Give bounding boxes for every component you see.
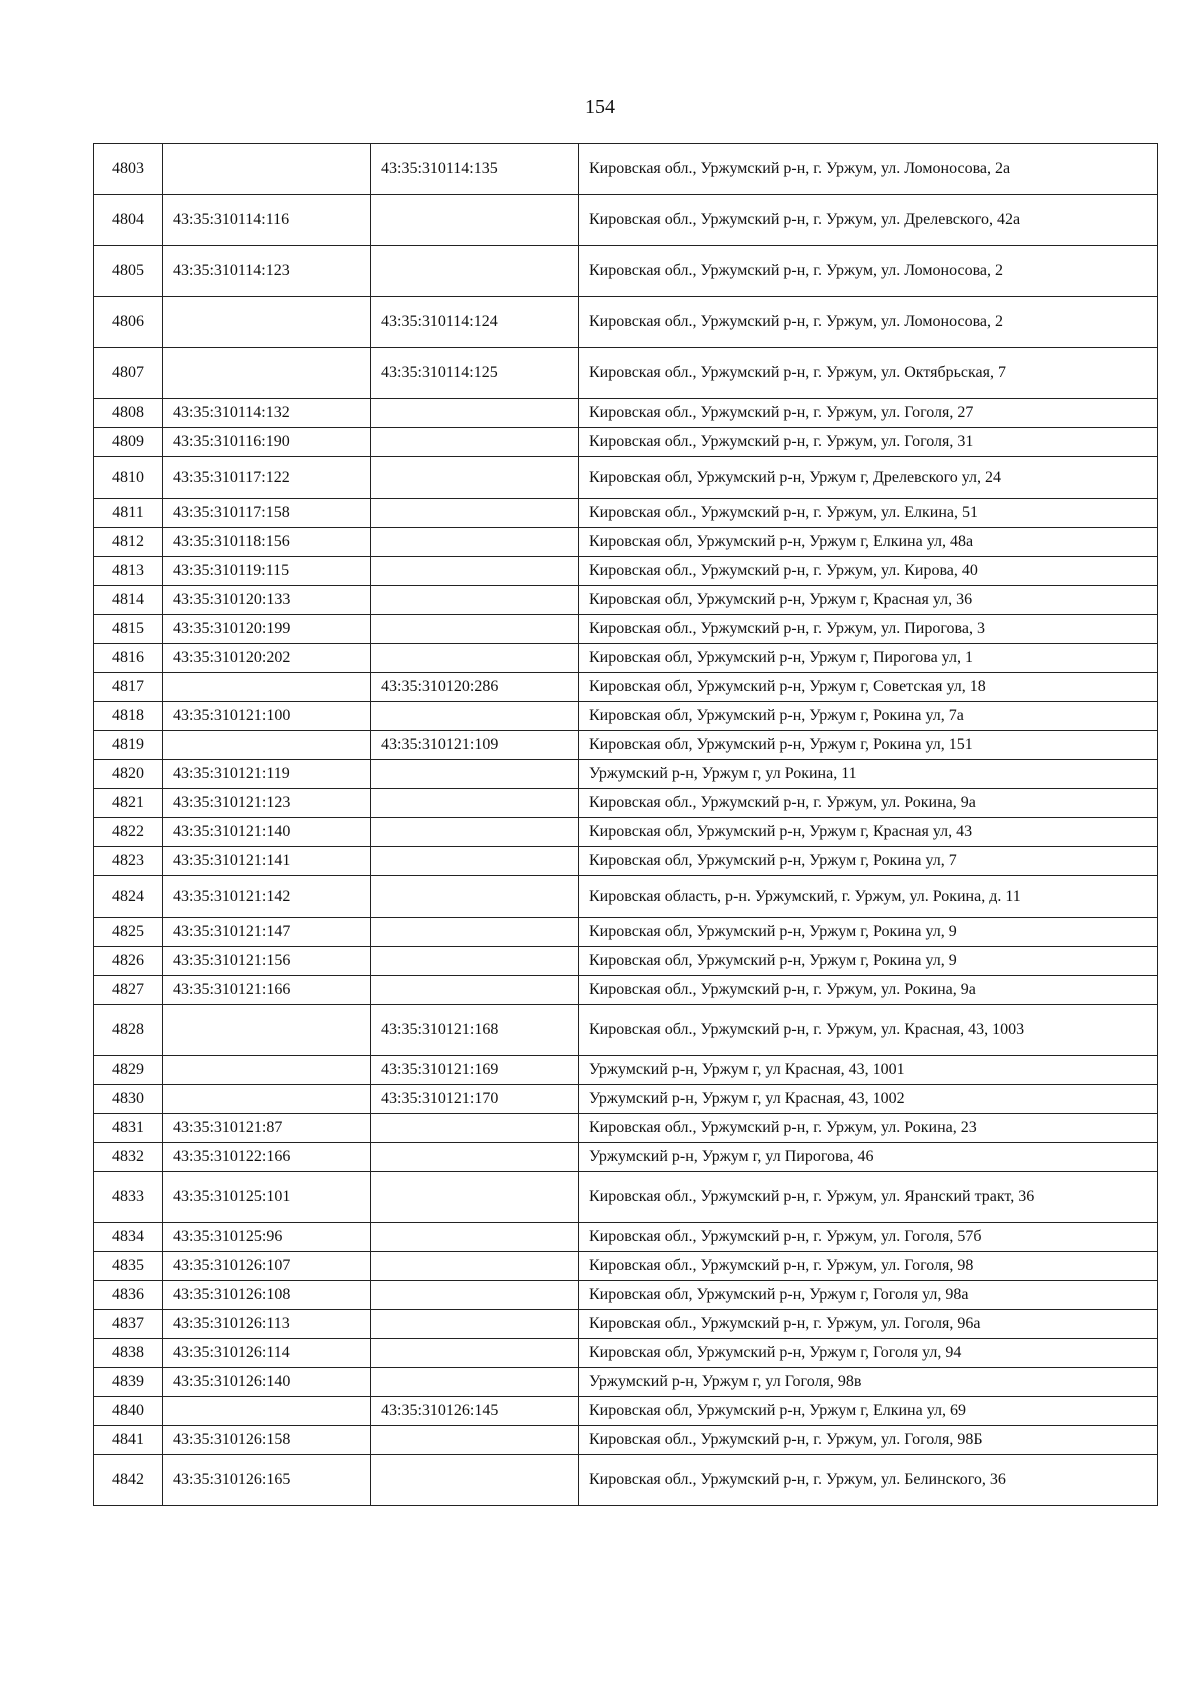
address-cell: Кировская обл, Уржумский р-н, Уржум г, Гоголя ул, 98а (579, 1281, 1158, 1310)
cadastral-number-alt-cell (371, 1172, 579, 1223)
cadastral-number-cell: 43:35:310117:158 (163, 499, 371, 528)
cadastral-number-alt-cell (371, 947, 579, 976)
address-cell: Уржумский р-н, Уржум г, ул Рокина, 11 (579, 760, 1158, 789)
row-number-cell: 4840 (94, 1397, 163, 1426)
cadastral-number-alt-cell (371, 615, 579, 644)
address-cell: Кировская обл, Уржумский р-н, Уржум г, Елкина ул, 48а (579, 528, 1158, 557)
cadastral-number-cell: 43:35:310120:202 (163, 644, 371, 673)
cadastral-number-alt-cell (371, 876, 579, 918)
table-row (94, 731, 1158, 760)
cadastral-number-cell: 43:35:310126:113 (163, 1310, 371, 1339)
cadastral-number-alt-cell: 43:35:310114:124 (371, 297, 579, 348)
address-cell: Кировская обл, Уржумский р-н, Уржум г, Пирогова ул, 1 (579, 644, 1158, 673)
row-number-cell: 4834 (94, 1223, 163, 1252)
row-number-cell: 4825 (94, 918, 163, 947)
cadastral-number-alt-cell: 43:35:310121:169 (371, 1056, 579, 1085)
cadastral-number-cell: 43:35:310126:165 (163, 1455, 371, 1506)
table-row (94, 1056, 1158, 1085)
address-cell: Кировская обл., Уржумский р-н, г. Уржум, ул. Рокина, 9а (579, 976, 1158, 1005)
address-cell: Кировская обл., Уржумский р-н, г. Уржум, ул. Ломоносова, 2 (579, 297, 1158, 348)
cadastral-number-alt-cell (371, 428, 579, 457)
row-number-cell: 4832 (94, 1143, 163, 1172)
table-row (94, 1426, 1158, 1455)
row-number-cell: 4826 (94, 947, 163, 976)
row-number-cell: 4815 (94, 615, 163, 644)
table-row (94, 1397, 1158, 1426)
cadastral-number-cell: 43:35:310120:133 (163, 586, 371, 615)
address-cell: Кировская обл, Уржумский р-н, Уржум г, Советская ул, 18 (579, 673, 1158, 702)
cadastral-number-cell: 43:35:310118:156 (163, 528, 371, 557)
table-row (94, 847, 1158, 876)
row-number-cell: 4805 (94, 246, 163, 297)
address-cell: Кировская обл, Уржумский р-н, Уржум г, Рокина ул, 7 (579, 847, 1158, 876)
cadastral-number-alt-cell (371, 702, 579, 731)
row-number-cell: 4841 (94, 1426, 163, 1455)
row-number-cell: 4830 (94, 1085, 163, 1114)
cadastral-number-cell: 43:35:310126:108 (163, 1281, 371, 1310)
cadastral-number-cell: 43:35:310122:166 (163, 1143, 371, 1172)
table-row (94, 702, 1158, 731)
cadastral-number-cell: 43:35:310121:147 (163, 918, 371, 947)
row-number-cell: 4806 (94, 297, 163, 348)
table-row (94, 246, 1158, 297)
cadastral-number-cell: 43:35:310114:123 (163, 246, 371, 297)
cadastral-number-cell (163, 1005, 371, 1056)
cadastral-number-alt-cell (371, 1455, 579, 1506)
row-number-cell: 4829 (94, 1056, 163, 1085)
cadastral-number-cell: 43:35:310121:140 (163, 818, 371, 847)
table-row (94, 144, 1158, 195)
table-row (94, 1310, 1158, 1339)
row-number-cell: 4828 (94, 1005, 163, 1056)
cadastral-number-alt-cell (371, 1368, 579, 1397)
row-number-cell: 4812 (94, 528, 163, 557)
row-number-cell: 4803 (94, 144, 163, 195)
cadastral-number-cell: 43:35:310125:101 (163, 1172, 371, 1223)
cadastral-number-cell (163, 348, 371, 399)
address-cell: Кировская обл., Уржумский р-н, г. Уржум, ул. Белинского, 36 (579, 1455, 1158, 1506)
table-row (94, 1085, 1158, 1114)
cadastral-number-cell (163, 673, 371, 702)
table-row (94, 644, 1158, 673)
row-number-cell: 4804 (94, 195, 163, 246)
cadastral-number-alt-cell (371, 1223, 579, 1252)
address-cell: Уржумский р-н, Уржум г, ул Пирогова, 46 (579, 1143, 1158, 1172)
cadastral-number-cell: 43:35:310121:123 (163, 789, 371, 818)
row-number-cell: 4810 (94, 457, 163, 499)
table-row (94, 918, 1158, 947)
address-cell: Уржумский р-н, Уржум г, ул Красная, 43, 1001 (579, 1056, 1158, 1085)
cadastral-number-cell: 43:35:310121:100 (163, 702, 371, 731)
address-cell: Кировская обл., Уржумский р-н, г. Уржум, ул. Рокина, 9а (579, 789, 1158, 818)
row-number-cell: 4821 (94, 789, 163, 818)
address-cell: Кировская обл, Уржумский р-н, Уржум г, Рокина ул, 151 (579, 731, 1158, 760)
cadastral-number-alt-cell: 43:35:310120:286 (371, 673, 579, 702)
address-cell: Уржумский р-н, Уржум г, ул Красная, 43, 1002 (579, 1085, 1158, 1114)
table-row (94, 1114, 1158, 1143)
table-row (94, 1143, 1158, 1172)
cadastral-number-cell: 43:35:310121:142 (163, 876, 371, 918)
cadastral-number-alt-cell (371, 789, 579, 818)
table-row (94, 615, 1158, 644)
page-number: 154 (585, 96, 615, 118)
cadastral-number-alt-cell (371, 1143, 579, 1172)
address-cell: Кировская обл, Уржумский р-н, Уржум г, Гоголя ул, 94 (579, 1339, 1158, 1368)
row-number-cell: 4836 (94, 1281, 163, 1310)
address-cell: Кировская обл, Уржумский р-н, Уржум г, Елкина ул, 69 (579, 1397, 1158, 1426)
address-cell: Кировская обл, Уржумский р-н, Уржум г, Дрелевского ул, 24 (579, 457, 1158, 499)
table-row (94, 673, 1158, 702)
table-row (94, 876, 1158, 918)
address-cell: Кировская обл, Уржумский р-н, Уржум г, Красная ул, 43 (579, 818, 1158, 847)
address-cell: Кировская обл., Уржумский р-н, г. Уржум, ул. Дрелевского, 42а (579, 195, 1158, 246)
cadastral-number-cell: 43:35:310126:114 (163, 1339, 371, 1368)
cadastral-number-cell: 43:35:310116:190 (163, 428, 371, 457)
cadastral-number-cell: 43:35:310121:166 (163, 976, 371, 1005)
cadastral-number-alt-cell: 43:35:310121:170 (371, 1085, 579, 1114)
table-row (94, 297, 1158, 348)
cadastral-number-alt-cell: 43:35:310114:135 (371, 144, 579, 195)
address-cell: Кировская обл., Уржумский р-н, г. Уржум, ул. Гоголя, 27 (579, 399, 1158, 428)
cadastral-number-cell: 43:35:310125:96 (163, 1223, 371, 1252)
table-body (94, 144, 1158, 1506)
cadastral-number-cell: 43:35:310126:158 (163, 1426, 371, 1455)
table-row (94, 457, 1158, 499)
row-number-cell: 4814 (94, 586, 163, 615)
table-row (94, 1281, 1158, 1310)
table-row (94, 1455, 1158, 1506)
row-number-cell: 4831 (94, 1114, 163, 1143)
address-cell: Уржумский р-н, Уржум г, ул Гоголя, 98в (579, 1368, 1158, 1397)
table-row (94, 499, 1158, 528)
cadastral-number-cell: 43:35:310120:199 (163, 615, 371, 644)
address-cell: Кировская обл., Уржумский р-н, г. Уржум, ул. Гоголя, 57б (579, 1223, 1158, 1252)
cadastral-number-alt-cell (371, 1310, 579, 1339)
address-cell: Кировская обл, Уржумский р-н, Уржум г, Рокина ул, 9 (579, 947, 1158, 976)
address-cell: Кировская обл., Уржумский р-н, г. Уржум, ул. Елкина, 51 (579, 499, 1158, 528)
row-number-cell: 4813 (94, 557, 163, 586)
address-cell: Кировская обл., Уржумский р-н, г. Уржум, ул. Рокина, 23 (579, 1114, 1158, 1143)
address-cell: Кировская обл, Уржумский р-н, Уржум г, Красная ул, 36 (579, 586, 1158, 615)
table-row (94, 1339, 1158, 1368)
row-number-cell: 4807 (94, 348, 163, 399)
cadastral-number-alt-cell: 43:35:310114:125 (371, 348, 579, 399)
row-number-cell: 4838 (94, 1339, 163, 1368)
row-number-cell: 4811 (94, 499, 163, 528)
address-cell: Кировская обл., Уржумский р-н, г. Уржум, ул. Октябрьская, 7 (579, 348, 1158, 399)
cadastral-number-cell (163, 144, 371, 195)
address-cell: Кировская обл., Уржумский р-н, г. Уржум, ул. Гоголя, 98Б (579, 1426, 1158, 1455)
cadastral-number-alt-cell (371, 847, 579, 876)
cadastral-number-cell (163, 297, 371, 348)
address-cell: Кировская обл, Уржумский р-н, Уржум г, Рокина ул, 7а (579, 702, 1158, 731)
table-row (94, 195, 1158, 246)
row-number-cell: 4818 (94, 702, 163, 731)
row-number-cell: 4808 (94, 399, 163, 428)
cadastral-number-alt-cell: 43:35:310121:168 (371, 1005, 579, 1056)
cadastral-number-alt-cell (371, 1339, 579, 1368)
address-cell: Кировская обл., Уржумский р-н, г. Уржум, ул. Гоголя, 31 (579, 428, 1158, 457)
cadastral-number-alt-cell (371, 457, 579, 499)
row-number-cell: 4823 (94, 847, 163, 876)
cadastral-number-cell: 43:35:310121:87 (163, 1114, 371, 1143)
row-number-cell: 4839 (94, 1368, 163, 1397)
cadastral-number-cell: 43:35:310121:141 (163, 847, 371, 876)
cadastral-number-cell: 43:35:310126:107 (163, 1252, 371, 1281)
row-number-cell: 4835 (94, 1252, 163, 1281)
table-row (94, 528, 1158, 557)
cadastral-number-alt-cell (371, 557, 579, 586)
table-row (94, 1368, 1158, 1397)
cadastral-number-cell: 43:35:310121:156 (163, 947, 371, 976)
cadastral-number-alt-cell (371, 246, 579, 297)
cadastral-number-alt-cell (371, 586, 579, 615)
table-row (94, 1223, 1158, 1252)
address-cell: Кировская обл, Уржумский р-н, Уржум г, Рокина ул, 9 (579, 918, 1158, 947)
cadastral-number-alt-cell (371, 1252, 579, 1281)
table-row (94, 818, 1158, 847)
row-number-cell: 4817 (94, 673, 163, 702)
table-row (94, 428, 1158, 457)
row-number-cell: 4824 (94, 876, 163, 918)
table-row (94, 760, 1158, 789)
cadastral-number-alt-cell (371, 1281, 579, 1310)
address-cell: Кировская обл., Уржумский р-н, г. Уржум, ул. Ломоносова, 2 (579, 246, 1158, 297)
address-cell: Кировская обл., Уржумский р-н, г. Уржум, ул. Пирогова, 3 (579, 615, 1158, 644)
table-row (94, 557, 1158, 586)
cadastral-number-alt-cell (371, 1426, 579, 1455)
row-number-cell: 4819 (94, 731, 163, 760)
table-row (94, 976, 1158, 1005)
address-cell: Кировская обл., Уржумский р-н, г. Уржум, ул. Гоголя, 98 (579, 1252, 1158, 1281)
cadastral-number-alt-cell: 43:35:310126:145 (371, 1397, 579, 1426)
cadastral-number-alt-cell (371, 760, 579, 789)
row-number-cell: 4822 (94, 818, 163, 847)
address-cell: Кировская обл., Уржумский р-н, г. Уржум, ул. Яранский тракт, 36 (579, 1172, 1158, 1223)
cadastral-number-alt-cell (371, 918, 579, 947)
cadastral-number-alt-cell (371, 818, 579, 847)
row-number-cell: 4816 (94, 644, 163, 673)
row-number-cell: 4833 (94, 1172, 163, 1223)
address-cell: Кировская обл., Уржумский р-н, г. Уржум, ул. Гоголя, 96а (579, 1310, 1158, 1339)
table-row (94, 947, 1158, 976)
cadastral-number-cell (163, 1056, 371, 1085)
cadastral-number-cell: 43:35:310114:132 (163, 399, 371, 428)
cadastral-number-cell (163, 1085, 371, 1114)
cadastral-number-alt-cell (371, 195, 579, 246)
address-cell: Кировская обл., Уржумский р-н, г. Уржум, ул. Кирова, 40 (579, 557, 1158, 586)
table-row (94, 1005, 1158, 1056)
row-number-cell: 4837 (94, 1310, 163, 1339)
row-number-cell: 4827 (94, 976, 163, 1005)
table-row (94, 789, 1158, 818)
table-row (94, 399, 1158, 428)
cadastral-number-cell (163, 1397, 371, 1426)
cadastral-number-alt-cell (371, 499, 579, 528)
cadastral-number-cell: 43:35:310119:115 (163, 557, 371, 586)
cadastral-number-cell (163, 731, 371, 760)
cadastral-number-cell: 43:35:310117:122 (163, 457, 371, 499)
table-row (94, 1252, 1158, 1281)
row-number-cell: 4809 (94, 428, 163, 457)
cadastral-number-alt-cell (371, 399, 579, 428)
address-cell: Кировская обл., Уржумский р-н, г. Уржум, ул. Ломоносова, 2а (579, 144, 1158, 195)
table-row (94, 348, 1158, 399)
cadastral-number-alt-cell: 43:35:310121:109 (371, 731, 579, 760)
cadastral-number-alt-cell (371, 644, 579, 673)
cadastral-number-cell: 43:35:310121:119 (163, 760, 371, 789)
table-row (94, 1172, 1158, 1223)
address-cell: Кировская обл., Уржумский р-н, г. Уржум, ул. Красная, 43, 1003 (579, 1005, 1158, 1056)
cadastral-number-cell: 43:35:310114:116 (163, 195, 371, 246)
cadastral-number-alt-cell (371, 528, 579, 557)
table-row (94, 586, 1158, 615)
cadastral-number-alt-cell (371, 976, 579, 1005)
cadastral-number-alt-cell (371, 1114, 579, 1143)
row-number-cell: 4842 (94, 1455, 163, 1506)
address-cell: Кировская область, р-н. Уржумский, г. Уржум, ул. Рокина, д. 11 (579, 876, 1158, 918)
row-number-cell: 4820 (94, 760, 163, 789)
cadastral-number-cell: 43:35:310126:140 (163, 1368, 371, 1397)
property-registry-table (93, 143, 1158, 1506)
